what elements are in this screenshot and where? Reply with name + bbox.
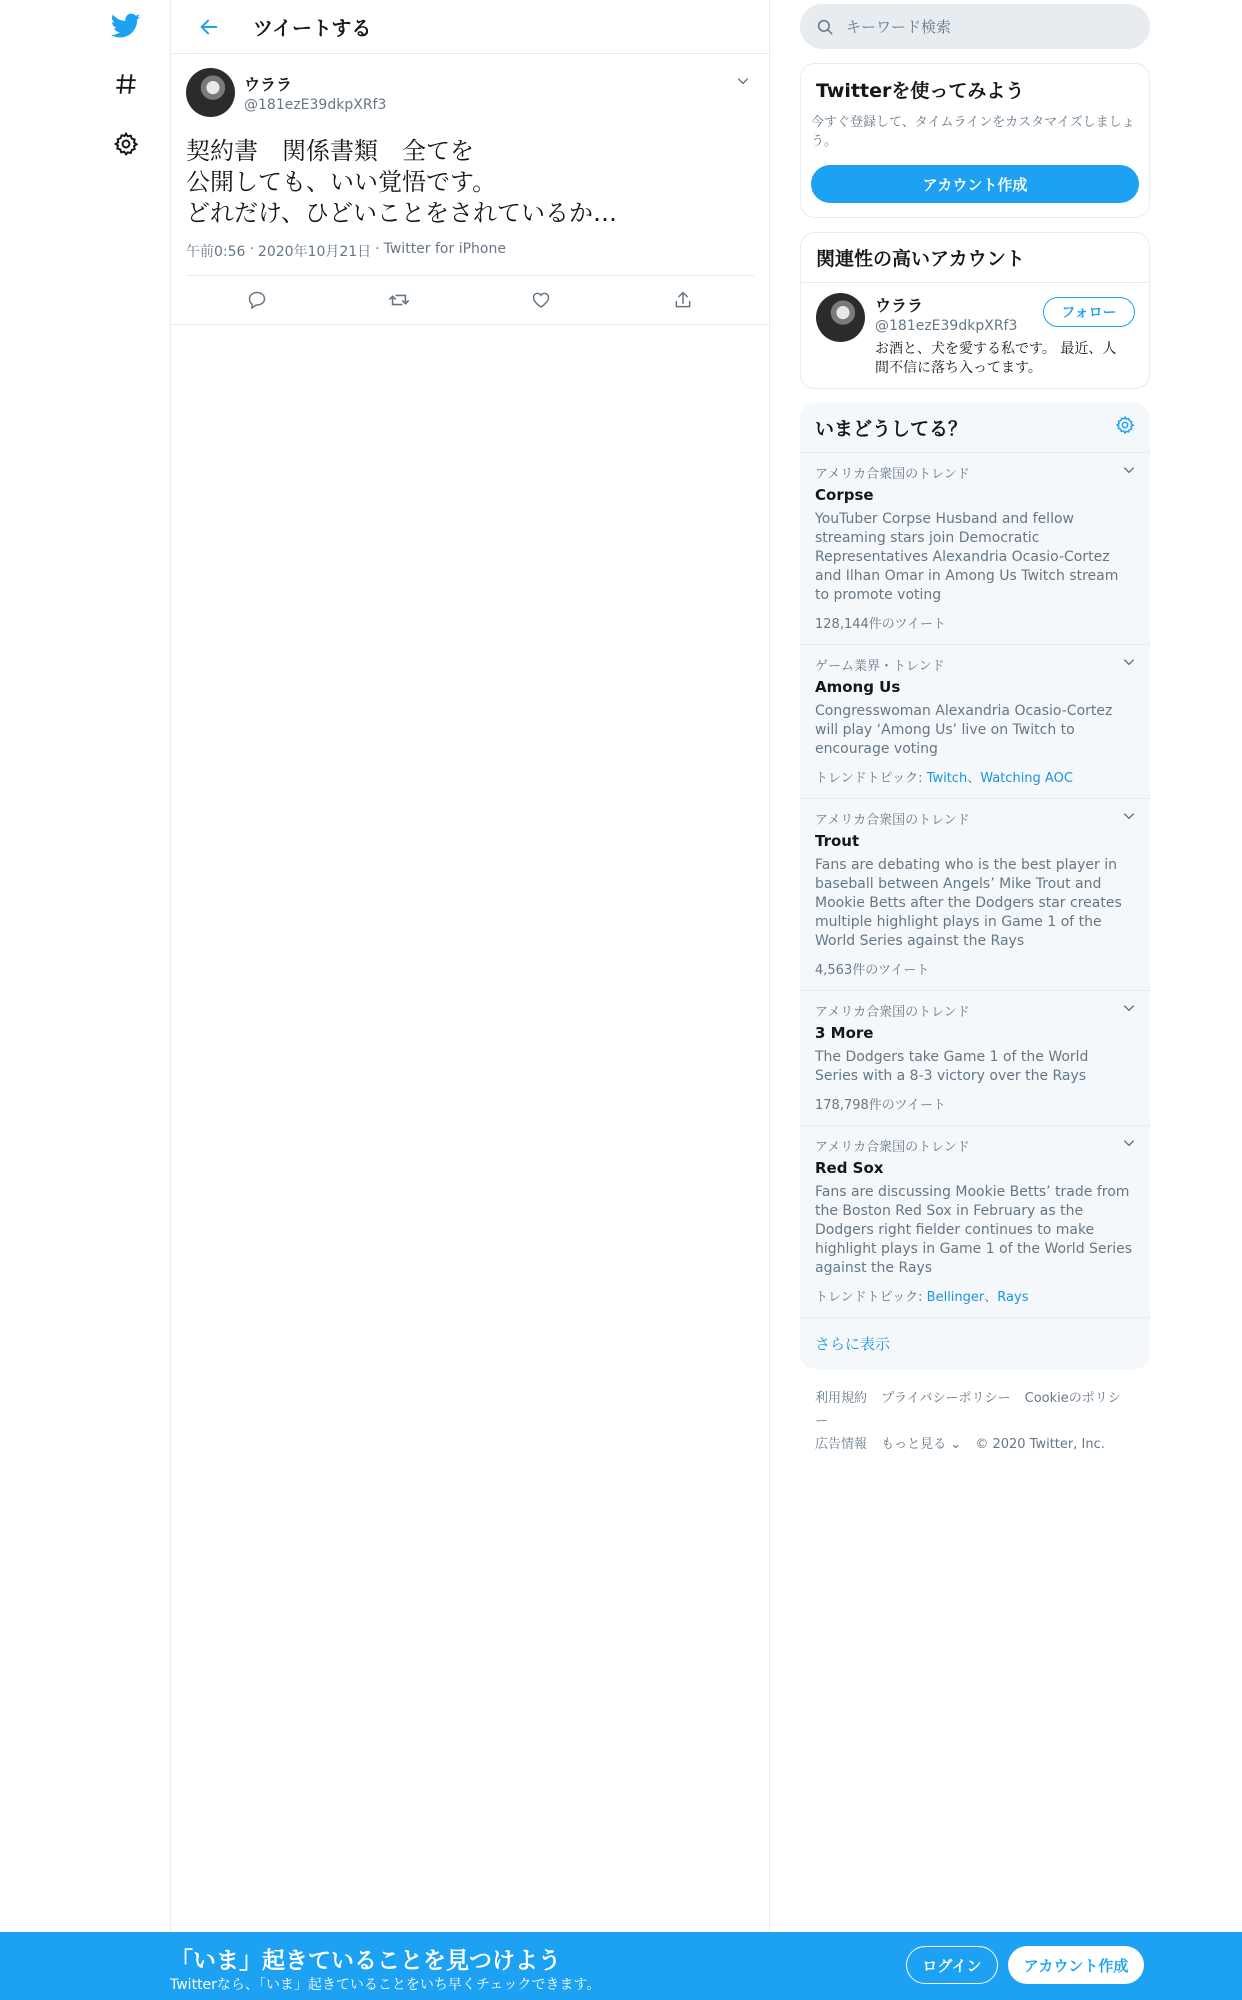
explore-hashtag-icon[interactable] (106, 64, 146, 104)
trend-name: Among Us (815, 678, 901, 696)
create-account-button[interactable]: アカウント作成 (811, 165, 1139, 203)
trends-card (800, 403, 1150, 1369)
trend-topics-label: トレンドトピック: (815, 771, 927, 786)
trend-item-corpse[interactable] (800, 453, 1150, 645)
divider (171, 324, 769, 325)
meta-separator: · (249, 241, 254, 257)
trend-topic-link[interactable]: Twitch (926, 771, 968, 786)
meta-separator: · (375, 241, 380, 257)
user-handle[interactable]: @181ezE39dkpXRf3 (875, 318, 1018, 334)
trend-item-red-sox[interactable] (800, 1126, 1150, 1318)
trend-description: Congresswoman Alexandria Ocasio-Cortez will play ‘Among Us’ live on Twitch to encourage voting (815, 703, 1113, 757)
footer-ads-link[interactable]: 広告情報 (815, 1437, 868, 1452)
trend-topics: トレンドトピック: Bellinger、Rays (815, 1290, 1029, 1305)
share-icon[interactable] (665, 282, 701, 318)
trend-context: アメリカ合衆国のトレンド (815, 1140, 970, 1155)
signup-bottom-bar (0, 1932, 1242, 2000)
trends-title: いまどうしてる？ (815, 418, 968, 440)
bottom-bar-title: 「いま」起きていることを見つけよう (170, 1948, 561, 1974)
signup-card-description: 今すぐ登録して、タイムラインをカスタマイズしましょう。 (811, 115, 1135, 149)
trend-name: Trout (815, 832, 860, 850)
trend-name: Red Sox (815, 1159, 884, 1177)
user-name[interactable]: ウララ (244, 74, 293, 94)
retweet-icon[interactable] (381, 282, 417, 318)
bottom-bar-subtitle: Twitterなら、「いま」起きていることをいち早くチェックできます。 (170, 1977, 601, 1993)
trend-context: アメリカ合衆国のトレンド (815, 1005, 970, 1020)
related-user[interactable] (801, 283, 1149, 388)
right-sidebar (800, 0, 1150, 1474)
show-more-link[interactable]: さらに表示 (815, 1335, 891, 1353)
trend-description: YouTuber Corpse Husband and fellow streaming stars join Democratic Representatives Alexandria Ocasio-Cortez and Ilhan Omar in Among Us Twitch stream to promote voting (815, 511, 1119, 603)
trend-context: アメリカ合衆国のトレンド (815, 467, 970, 482)
footer-more-link[interactable]: もっと見る ⌄ (881, 1437, 962, 1452)
chevron-down-icon[interactable] (1122, 809, 1136, 823)
trend-topics-label: トレンドトピック: (815, 1290, 927, 1305)
main-header (171, 0, 769, 54)
trend-description: Fans are discussing Mookie Betts’ trade from the Boston Red Sox in February as the Dodgers right fielder continues to make highlight plays in Game 1 of the World Series against the Rays (815, 1184, 1133, 1276)
tweet-actions (186, 276, 754, 324)
search-input[interactable] (846, 18, 1126, 36)
trend-topic-link[interactable]: Rays (997, 1290, 1029, 1305)
chevron-down-icon[interactable] (1122, 655, 1136, 669)
tweet-time[interactable]: 午前0:56 (186, 244, 246, 260)
settings-gear-icon[interactable] (106, 124, 146, 164)
trends-settings-gear-icon[interactable] (1115, 415, 1135, 440)
chevron-down-icon[interactable] (1122, 1136, 1136, 1150)
tweet-header (186, 64, 754, 120)
chevron-down-icon[interactable] (1122, 463, 1136, 477)
bottom-create-account-button[interactable]: アカウント作成 (1008, 1946, 1144, 1984)
trend-description: The Dodgers take Game 1 of the World Series with a 8-3 victory over the Rays (815, 1049, 1089, 1084)
tweet-detail (171, 54, 769, 325)
tweet-date[interactable]: 2020年10月21日 (257, 244, 372, 260)
signup-card-title: Twitterを使ってみよう (816, 80, 1025, 102)
trend-name: 3 More (815, 1024, 874, 1042)
chevron-down-icon[interactable] (732, 70, 754, 92)
follow-button[interactable]: フォロー (1043, 297, 1135, 327)
back-arrow-icon[interactable] (189, 7, 229, 47)
footer-copyright: © 2020 Twitter, Inc. (975, 1437, 1105, 1452)
trend-tweet-count: 4,563件のツイート (815, 963, 930, 978)
avatar[interactable] (186, 68, 235, 117)
avatar[interactable] (816, 293, 865, 342)
user-bio: お酒と、犬を愛する私です。 最近、人間不信に落ち入ってます。 (875, 341, 1117, 376)
search-box[interactable] (800, 4, 1150, 49)
trend-item-among-us[interactable] (800, 645, 1150, 799)
trends-header (800, 403, 1150, 453)
trend-topic-link[interactable]: Bellinger (926, 1290, 985, 1305)
trend-name: Corpse (815, 486, 874, 504)
signup-card (800, 63, 1150, 218)
footer-privacy-link[interactable]: プライバシーポリシー (881, 1391, 1011, 1406)
trend-context: ゲーム業界・トレンド (815, 659, 945, 674)
user-handle[interactable]: @181ezE39dkpXRf3 (244, 96, 387, 113)
user-name[interactable]: ウララ (875, 296, 924, 315)
trend-item-3-more[interactable] (800, 991, 1150, 1126)
footer-cookies-link[interactable]: Cookieのポリシー (815, 1391, 1121, 1429)
main-column (170, 0, 770, 1932)
tweet-text: 契約書 関係書類 全てを 公開しても、いい覚悟です。 どれだけ、ひどいことをされているか… (186, 137, 618, 227)
trend-tweet-count: 128,144件のツイート (815, 617, 946, 632)
tweet-meta (186, 241, 754, 276)
login-button[interactable]: ログイン (906, 1946, 998, 1984)
related-accounts-title: 関連性の高いアカウント (801, 233, 1149, 283)
tweet-author[interactable] (244, 72, 386, 113)
tweet-source[interactable]: Twitter for iPhone (383, 241, 506, 257)
trend-item-trout[interactable] (800, 799, 1150, 991)
trend-topic-link[interactable]: Watching AOC (980, 771, 1073, 786)
reply-icon[interactable] (239, 282, 275, 318)
footer-terms-link[interactable]: 利用規約 (815, 1391, 868, 1406)
chevron-down-icon[interactable] (1122, 1001, 1136, 1015)
page-title: ツイートする (253, 16, 372, 40)
trend-context: アメリカ合衆国のトレンド (815, 813, 970, 828)
twitter-bird-icon[interactable] (106, 6, 146, 46)
footer-links (800, 1369, 1150, 1474)
trend-topics: トレンドトピック: Twitch、Watching AOC (815, 771, 1073, 786)
left-nav (0, 0, 170, 2000)
trend-tweet-count: 178,798件のツイート (815, 1098, 946, 1113)
trend-description: Fans are debating who is the best player in baseball between Angels’ Mike Trout and Mookie Betts after the Dodgers star creates multiple highlight plays in Game 1 of the World Series against the Rays (815, 857, 1122, 949)
related-accounts-card (800, 232, 1150, 389)
like-heart-icon[interactable] (523, 282, 559, 318)
search-icon (816, 18, 834, 36)
